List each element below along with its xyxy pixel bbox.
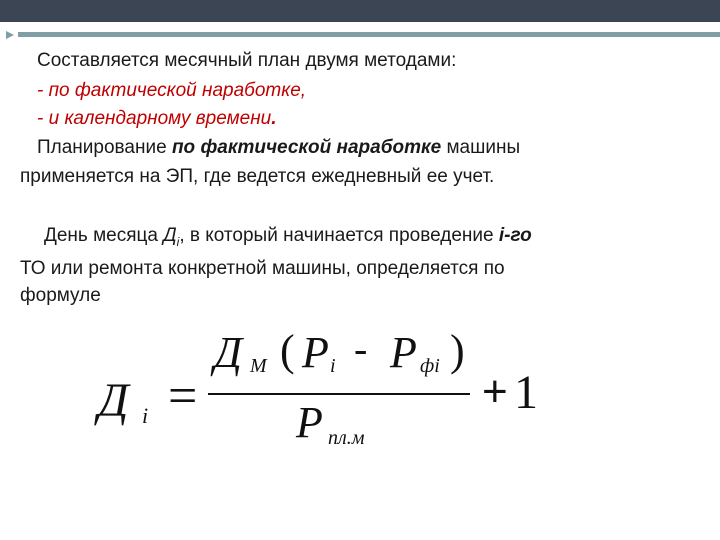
- day-line-3: формуле: [20, 285, 101, 306]
- formula-den-p: Р: [296, 398, 323, 447]
- formula-lhs: Д: [98, 374, 129, 427]
- planning-prefix: Планирование: [37, 137, 172, 158]
- formula-den-sub: пл.м: [328, 427, 365, 449]
- formula-lparen: (: [280, 326, 295, 375]
- day-var: Д: [163, 225, 177, 246]
- method-1: - по фактической наработке,: [37, 80, 307, 101]
- accent-triangle-icon: [6, 31, 14, 39]
- day-bold: i-го: [498, 225, 532, 246]
- day-prefix: День месяца: [44, 225, 164, 246]
- formula-p2: Р: [390, 328, 417, 377]
- formula-lhs-sub: i: [142, 403, 149, 428]
- method-2: - и календарному времени: [37, 108, 272, 129]
- day-mid: , в который начинается проведение: [179, 225, 499, 246]
- formula-rparen: ): [450, 326, 465, 375]
- day-var-sub: i: [176, 234, 180, 249]
- planning-bold: по фактической наработке: [171, 137, 442, 158]
- formula-p2-sub: фi: [420, 355, 440, 377]
- title-bar: [0, 0, 720, 22]
- formula: [90, 325, 570, 475]
- formula-num-d-sub: М: [250, 355, 267, 377]
- accent-line: [18, 32, 720, 37]
- fraction-bar: [208, 393, 470, 395]
- method-2-end: .: [271, 108, 277, 129]
- method-2-line: [37, 108, 277, 130]
- day-line-1: [44, 225, 532, 249]
- planning-line-2: применяется на ЭП, где ведется ежедневный ее учет.: [20, 166, 495, 187]
- formula-plus: +: [482, 367, 508, 416]
- intro-text: Составляется месячный план двумя методами:: [37, 50, 457, 71]
- formula-p1: Р: [302, 328, 329, 377]
- accent-strip: [0, 22, 720, 30]
- formula-equals: =: [168, 368, 198, 425]
- planning-line-1: [37, 137, 520, 159]
- day-line-2: ТО или ремонта конкретной машины, определяется по: [20, 258, 505, 279]
- formula-num-d: Д: [214, 328, 242, 377]
- formula-minus: -: [354, 326, 368, 371]
- formula-one: 1: [514, 366, 538, 419]
- planning-suffix: машины: [441, 137, 521, 158]
- formula-p1-sub: i: [330, 355, 336, 377]
